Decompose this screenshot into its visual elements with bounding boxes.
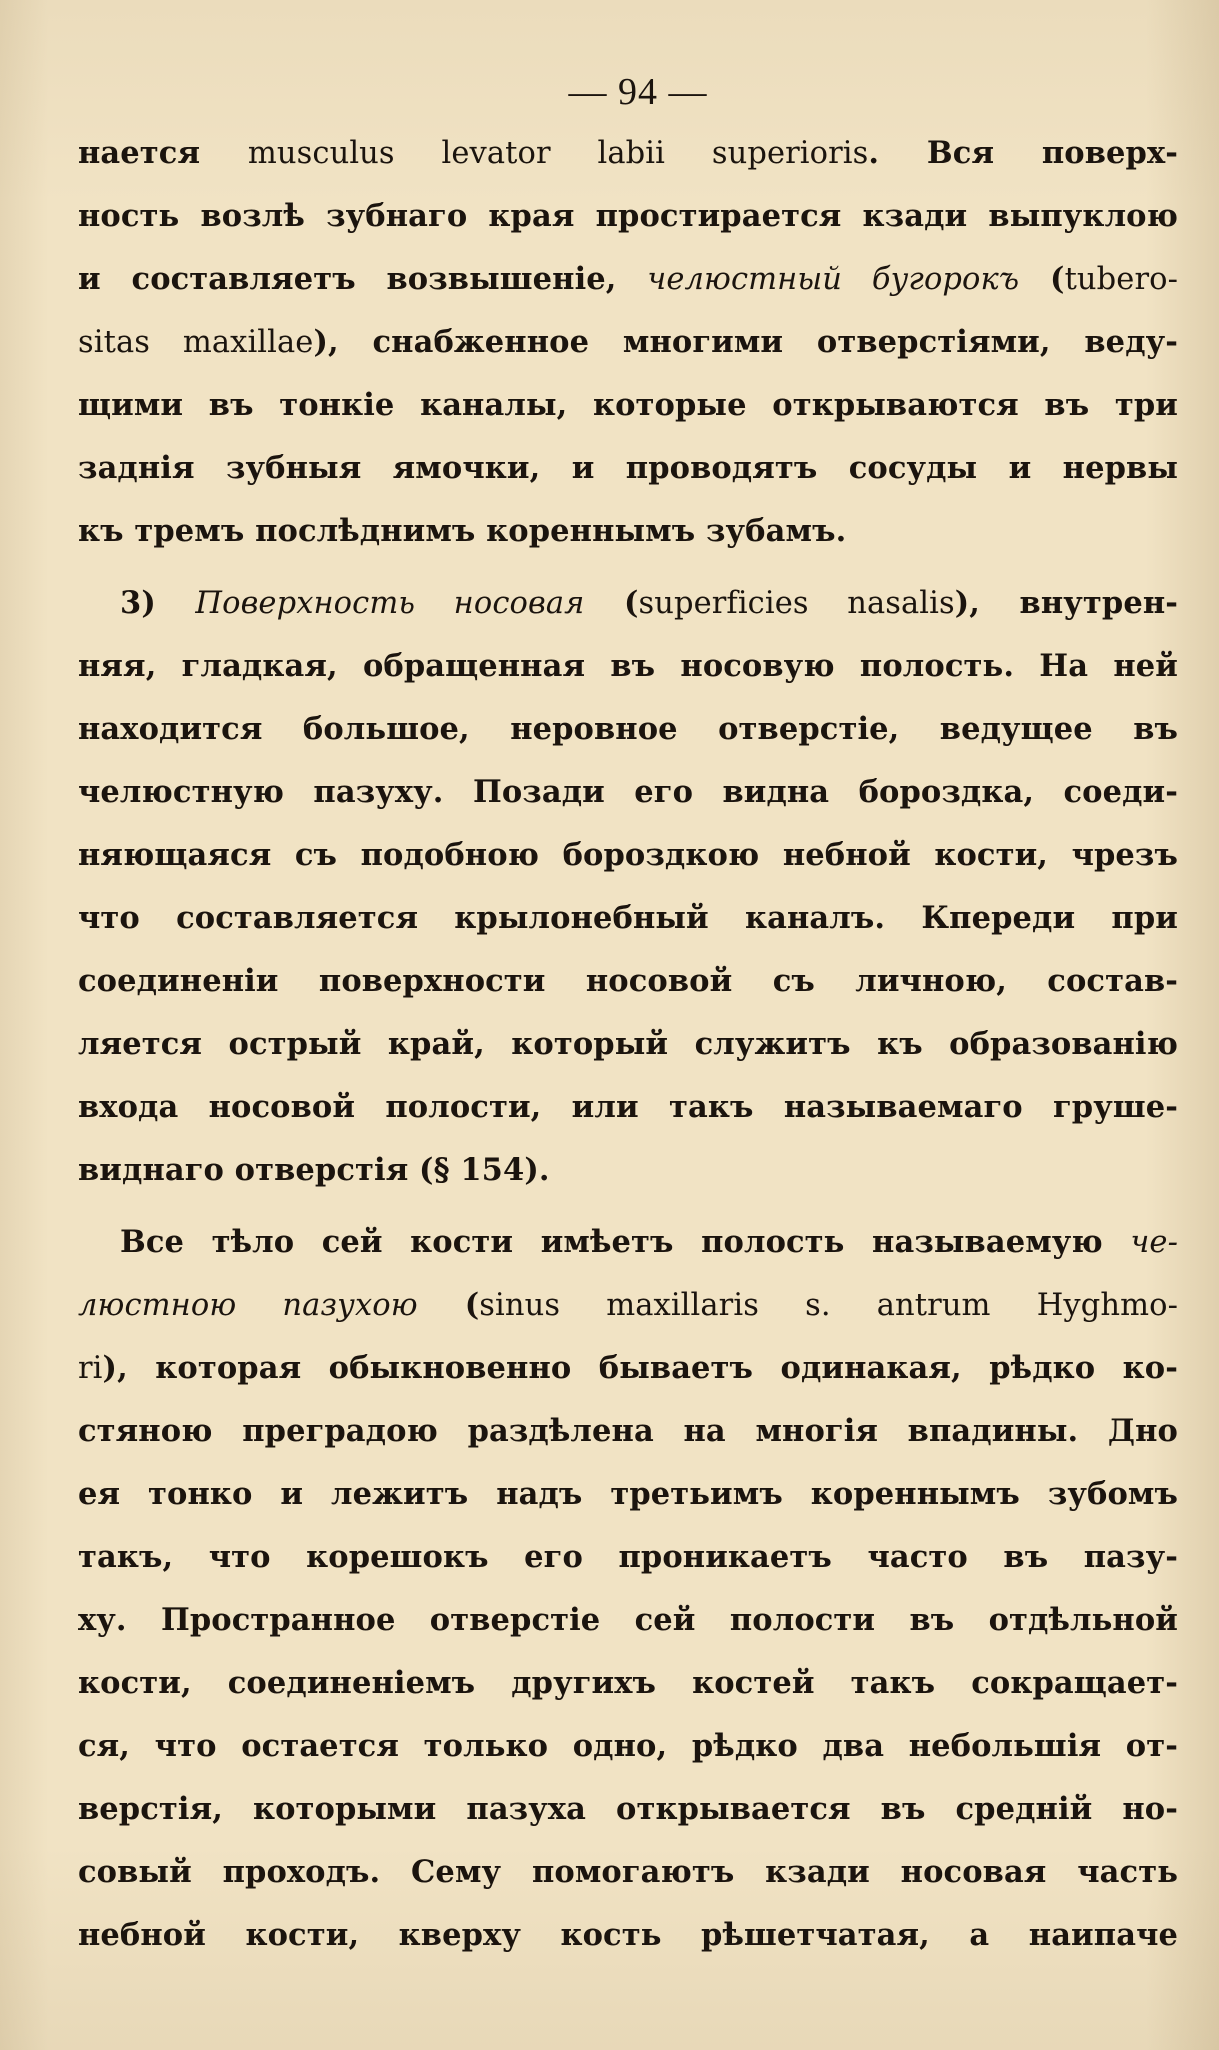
text-segment: находится большое, неровное отверстіе, ведущее въ	[78, 711, 1178, 747]
italic-term: челюстный бугорокъ	[647, 262, 1020, 297]
text-segment: что составляется крылонебный каналъ. Кпереди при	[78, 900, 1178, 936]
text-line	[78, 950, 1178, 1013]
text-segment: ляется острый край, который служитъ къ образованію	[78, 1026, 1178, 1062]
text-line	[78, 1715, 1178, 1778]
text-line	[78, 887, 1178, 950]
text-segment: соединеніи поверхности носовой съ личною, состав-	[78, 963, 1178, 999]
text-line	[78, 374, 1178, 437]
book-page	[78, 62, 1178, 1967]
text-line	[78, 1652, 1178, 1715]
text-segment: ), снабженное многими отверстіями, веду-	[313, 324, 1179, 360]
text-segment: (	[1019, 261, 1065, 297]
text-segment: кости, соединеніемъ другихъ костей такъ сокращает-	[78, 1665, 1178, 1701]
text-segment: Все тѣло сей кости имѣетъ полость называемую	[120, 1224, 1131, 1260]
text-line	[78, 1589, 1178, 1652]
text-segment: виднаго отверстія (§ 154).	[78, 1152, 550, 1188]
text-line	[78, 1526, 1178, 1589]
text-segment: няя, гладкая, обращенная въ носовую полость. На ней	[78, 648, 1178, 684]
text-line	[78, 1274, 1178, 1337]
text-segment: (	[584, 585, 639, 621]
text-line	[78, 635, 1178, 698]
text-line	[78, 572, 1178, 635]
text-line	[78, 1211, 1178, 1274]
text-line	[78, 1904, 1178, 1967]
text-segment: нается	[78, 135, 248, 171]
text-line	[78, 824, 1178, 887]
text-segment: (	[417, 1287, 480, 1323]
text-line	[78, 1841, 1178, 1904]
text-line	[78, 437, 1178, 500]
latin-term: ri	[78, 1351, 103, 1386]
text-segment: небной кости, кверху кость рѣшетчатая, а наипаче	[78, 1917, 1178, 1953]
text-segment: заднія зубныя ямочки, и проводятъ сосуды и нервы	[78, 450, 1178, 486]
italic-term: Поверхность носовая	[195, 586, 585, 621]
body-text	[78, 122, 1178, 1967]
latin-term: sitas maxillae	[78, 325, 314, 360]
italic-term: че-	[1130, 1225, 1178, 1260]
text-line	[78, 1013, 1178, 1076]
italic-term: люстною пазухою	[78, 1288, 418, 1323]
text-segment: . Вся поверх-	[868, 135, 1178, 171]
text-line	[78, 1400, 1178, 1463]
text-segment: такъ, что корешокъ его проникаетъ часто въ пазу-	[78, 1539, 1178, 1575]
text-segment: къ тремъ послѣднимъ кореннымъ зубамъ.	[78, 513, 847, 549]
latin-term: musculus levator labii superioris	[247, 136, 869, 171]
text-segment: и составляетъ возвышеніе,	[78, 261, 648, 297]
text-line	[78, 1139, 1178, 1202]
text-segment: щими въ тонкіе каналы, которые открываются въ три	[78, 387, 1178, 423]
text-segment: няющаяся съ подобною бороздкою небной кости, чрезъ	[78, 837, 1178, 873]
text-line	[78, 761, 1178, 824]
text-line	[78, 185, 1178, 248]
text-line	[78, 1778, 1178, 1841]
text-segment: челюстную пазуху. Позади его видна бороздка, соеди-	[78, 774, 1178, 810]
text-segment: ея тонко и лежитъ надъ третьимъ кореннымъ зубомъ	[78, 1476, 1178, 1512]
text-line	[78, 500, 1178, 563]
text-segment: верстія, которыми пазуха открывается въ средній но-	[78, 1791, 1178, 1827]
page-number: — 94 —	[568, 71, 708, 113]
text-line	[78, 1463, 1178, 1526]
text-segment: ), внутрен-	[954, 585, 1179, 621]
latin-term: tubero-	[1064, 262, 1178, 297]
text-segment: ность возлѣ зубнаго края простирается кзади выпуклою	[78, 198, 1178, 234]
latin-term: superficies nasalis	[638, 586, 955, 621]
text-segment: 3)	[120, 585, 196, 621]
text-segment: входа носовой полости, или такъ называемаго груше-	[78, 1089, 1178, 1125]
text-line	[78, 1337, 1178, 1400]
text-line	[78, 1076, 1178, 1139]
text-line	[78, 248, 1178, 311]
latin-term: sinus maxillaris s. antrum Hyghmo-	[479, 1288, 1178, 1323]
text-segment: совый проходъ. Сему помогаютъ кзади носовая часть	[78, 1854, 1178, 1890]
text-segment: ), которая обыкновенно бываетъ одинакая, рѣдко ко-	[102, 1350, 1178, 1386]
text-line	[78, 698, 1178, 761]
text-segment: ху. Пространное отверстіе сей полости въ отдѣльной	[78, 1602, 1178, 1638]
text-segment: стяною преградою раздѣлена на многія впадины. Дно	[78, 1413, 1178, 1449]
text-segment: ся, что остается только одно, рѣдко два небольшія от-	[78, 1728, 1178, 1764]
text-line	[78, 122, 1178, 185]
text-line	[78, 311, 1178, 374]
